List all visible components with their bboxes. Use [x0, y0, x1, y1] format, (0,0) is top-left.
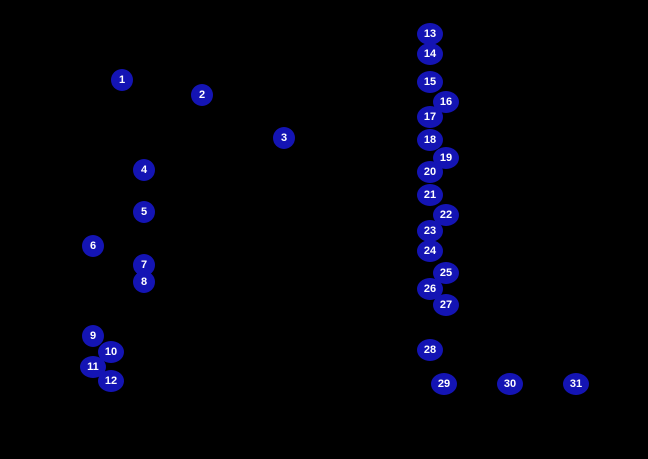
marker-31[interactable]: 31	[563, 373, 589, 395]
marker-8[interactable]: 8	[133, 271, 155, 293]
marker-18[interactable]: 18	[417, 129, 443, 151]
marker-16[interactable]: 16	[433, 91, 459, 113]
marker-21[interactable]: 21	[417, 184, 443, 206]
marker-9[interactable]: 9	[82, 325, 104, 347]
marker-24[interactable]: 24	[417, 240, 443, 262]
marker-4[interactable]: 4	[133, 159, 155, 181]
marker-30[interactable]: 30	[497, 373, 523, 395]
marker-29[interactable]: 29	[431, 373, 457, 395]
marker-17[interactable]: 17	[417, 106, 443, 128]
marker-14[interactable]: 14	[417, 43, 443, 65]
marker-26[interactable]: 26	[417, 278, 443, 300]
marker-1[interactable]: 1	[111, 69, 133, 91]
marker-23[interactable]: 23	[417, 220, 443, 242]
marker-28[interactable]: 28	[417, 339, 443, 361]
marker-12[interactable]: 12	[98, 370, 124, 392]
marker-22[interactable]: 22	[433, 204, 459, 226]
marker-10[interactable]: 10	[98, 341, 124, 363]
marker-6[interactable]: 6	[82, 235, 104, 257]
marker-15[interactable]: 15	[417, 71, 443, 93]
marker-20[interactable]: 20	[417, 161, 443, 183]
marker-5[interactable]: 5	[133, 201, 155, 223]
marker-25[interactable]: 25	[433, 262, 459, 284]
marker-11[interactable]: 11	[80, 356, 106, 378]
marker-2[interactable]: 2	[191, 84, 213, 106]
marker-27[interactable]: 27	[433, 294, 459, 316]
marker-7[interactable]: 7	[133, 254, 155, 276]
marker-13[interactable]: 13	[417, 23, 443, 45]
marker-3[interactable]: 3	[273, 127, 295, 149]
marker-19[interactable]: 19	[433, 147, 459, 169]
